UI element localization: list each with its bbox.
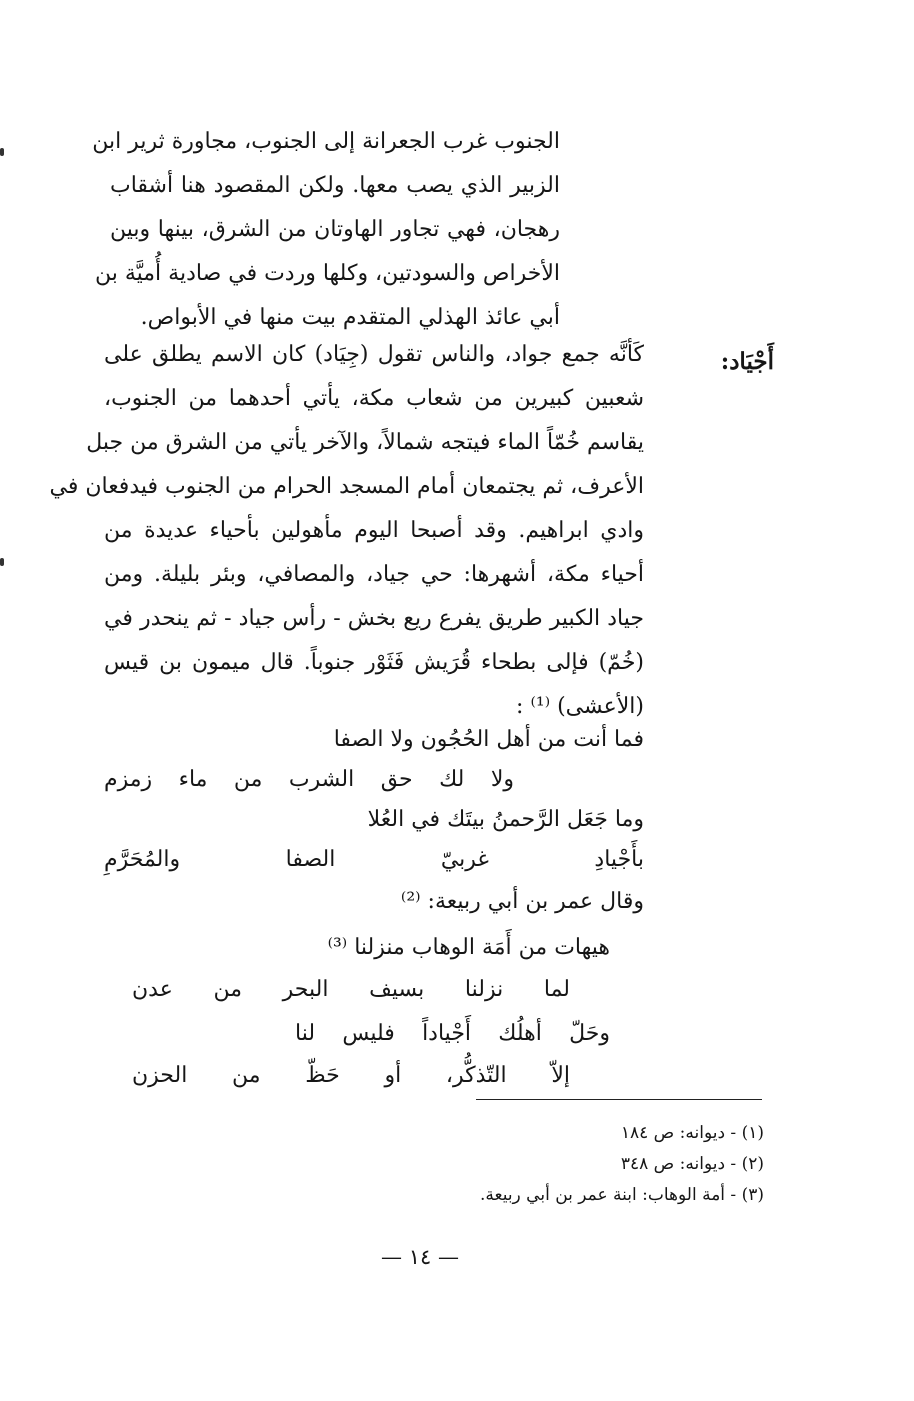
text-line: الجنوب غرب الجعرانة إلى الجنوب، مجاورة ثرير ابن bbox=[92, 129, 560, 154]
text-line: الزبير الذي يصب معها. ولكن المقصود هنا أشقاب bbox=[110, 173, 560, 198]
footnotes bbox=[480, 1118, 764, 1211]
text-line: جياد الكبير طريق يفرع ريع بخش - رأس جياد - ثم ينحدر في bbox=[104, 606, 644, 631]
page-number: — ١٤ — bbox=[381, 1245, 459, 1269]
text-line: الأعرف، ثم يجتمعان أمام المسجد الحرام من الجنوب فيدفعان في bbox=[49, 474, 644, 499]
text-line: وادي ابراهيم. وقد أصبحا اليوم مأهولين بأحياء عديدة من bbox=[104, 518, 644, 543]
text-line: أحياء مكة، أشهرها: حي جياد، والمصافي، وبئر بليلة. ومن bbox=[104, 562, 644, 587]
footnote: (١) - ديوانه: ص ١٨٤ bbox=[620, 1123, 764, 1143]
footnote: (٣) - أمة الوهاب: ابنة عمر بن أبي ربيعة. bbox=[479, 1185, 764, 1205]
verse-line: فما أنت من أهل الحُجُون ولا الصفا bbox=[333, 727, 644, 752]
text-line: شعبين كبيرين من شعاب مكة، يأتي أحدهما من الجنوب، bbox=[104, 386, 644, 411]
verse-line: هيهات من أَمَة الوهاب منزلنا ⁽³⁾ bbox=[327, 935, 610, 960]
text-line: الأخراص والسودتين، وكلها وردت في صادية أُميَّة بن bbox=[94, 261, 560, 286]
verse-line: لما نزلنا بسيف البحر من عدن bbox=[132, 977, 570, 1002]
text-line: رهجان، فهي تجاور الهاوتان من الشرق، بينها وبين bbox=[110, 217, 560, 242]
text-line: (الأعشى) ⁽¹⁾ : bbox=[516, 694, 644, 719]
poem-intro: وقال عمر بن أبي ربيعة: ⁽²⁾ bbox=[400, 889, 644, 914]
text-line: أبي عائذ الهذلي المتقدم بيت منها في الأبواص. bbox=[140, 305, 560, 330]
verse-line: بأَجْيادِ غربيّ الصفا والمُحَرَّمِ bbox=[104, 847, 644, 872]
entry-term: أَجْيَاد: bbox=[720, 348, 774, 375]
continued-paragraph bbox=[92, 120, 560, 340]
verse-line: ولا لك حق الشرب من ماء زمزم bbox=[104, 767, 514, 792]
footnote-separator bbox=[476, 1099, 762, 1100]
verse-line: إلاّ التّذكُّر، أو حَظّ من الحزن bbox=[132, 1063, 570, 1088]
binding-mark bbox=[0, 148, 4, 156]
text-line: كَأنَّه جمع جواد، والناس تقول (جِيَاد) كان الاسم يطلق على bbox=[104, 342, 644, 367]
footnote: (٢) - ديوانه: ص ٣٤٨ bbox=[620, 1154, 764, 1174]
text-line: يقاسم خُمّاً الماء فيتجه شمالاً، والآخر يأتي من الشرق من جبل bbox=[86, 430, 644, 455]
entry-body bbox=[49, 333, 644, 729]
text-line: (خُمّ) فإلى بطحاء قُرَيش فَثَوْر جنوباً. قال ميمون بن قيس bbox=[104, 650, 644, 675]
verse-line: وما جَعَل الرَّحمنُ بيتَك في العُلا bbox=[367, 807, 644, 832]
verse-line: وحَلّ أهلُك أَجْياداً فليس لنا bbox=[295, 1021, 610, 1046]
binding-mark bbox=[0, 558, 4, 566]
